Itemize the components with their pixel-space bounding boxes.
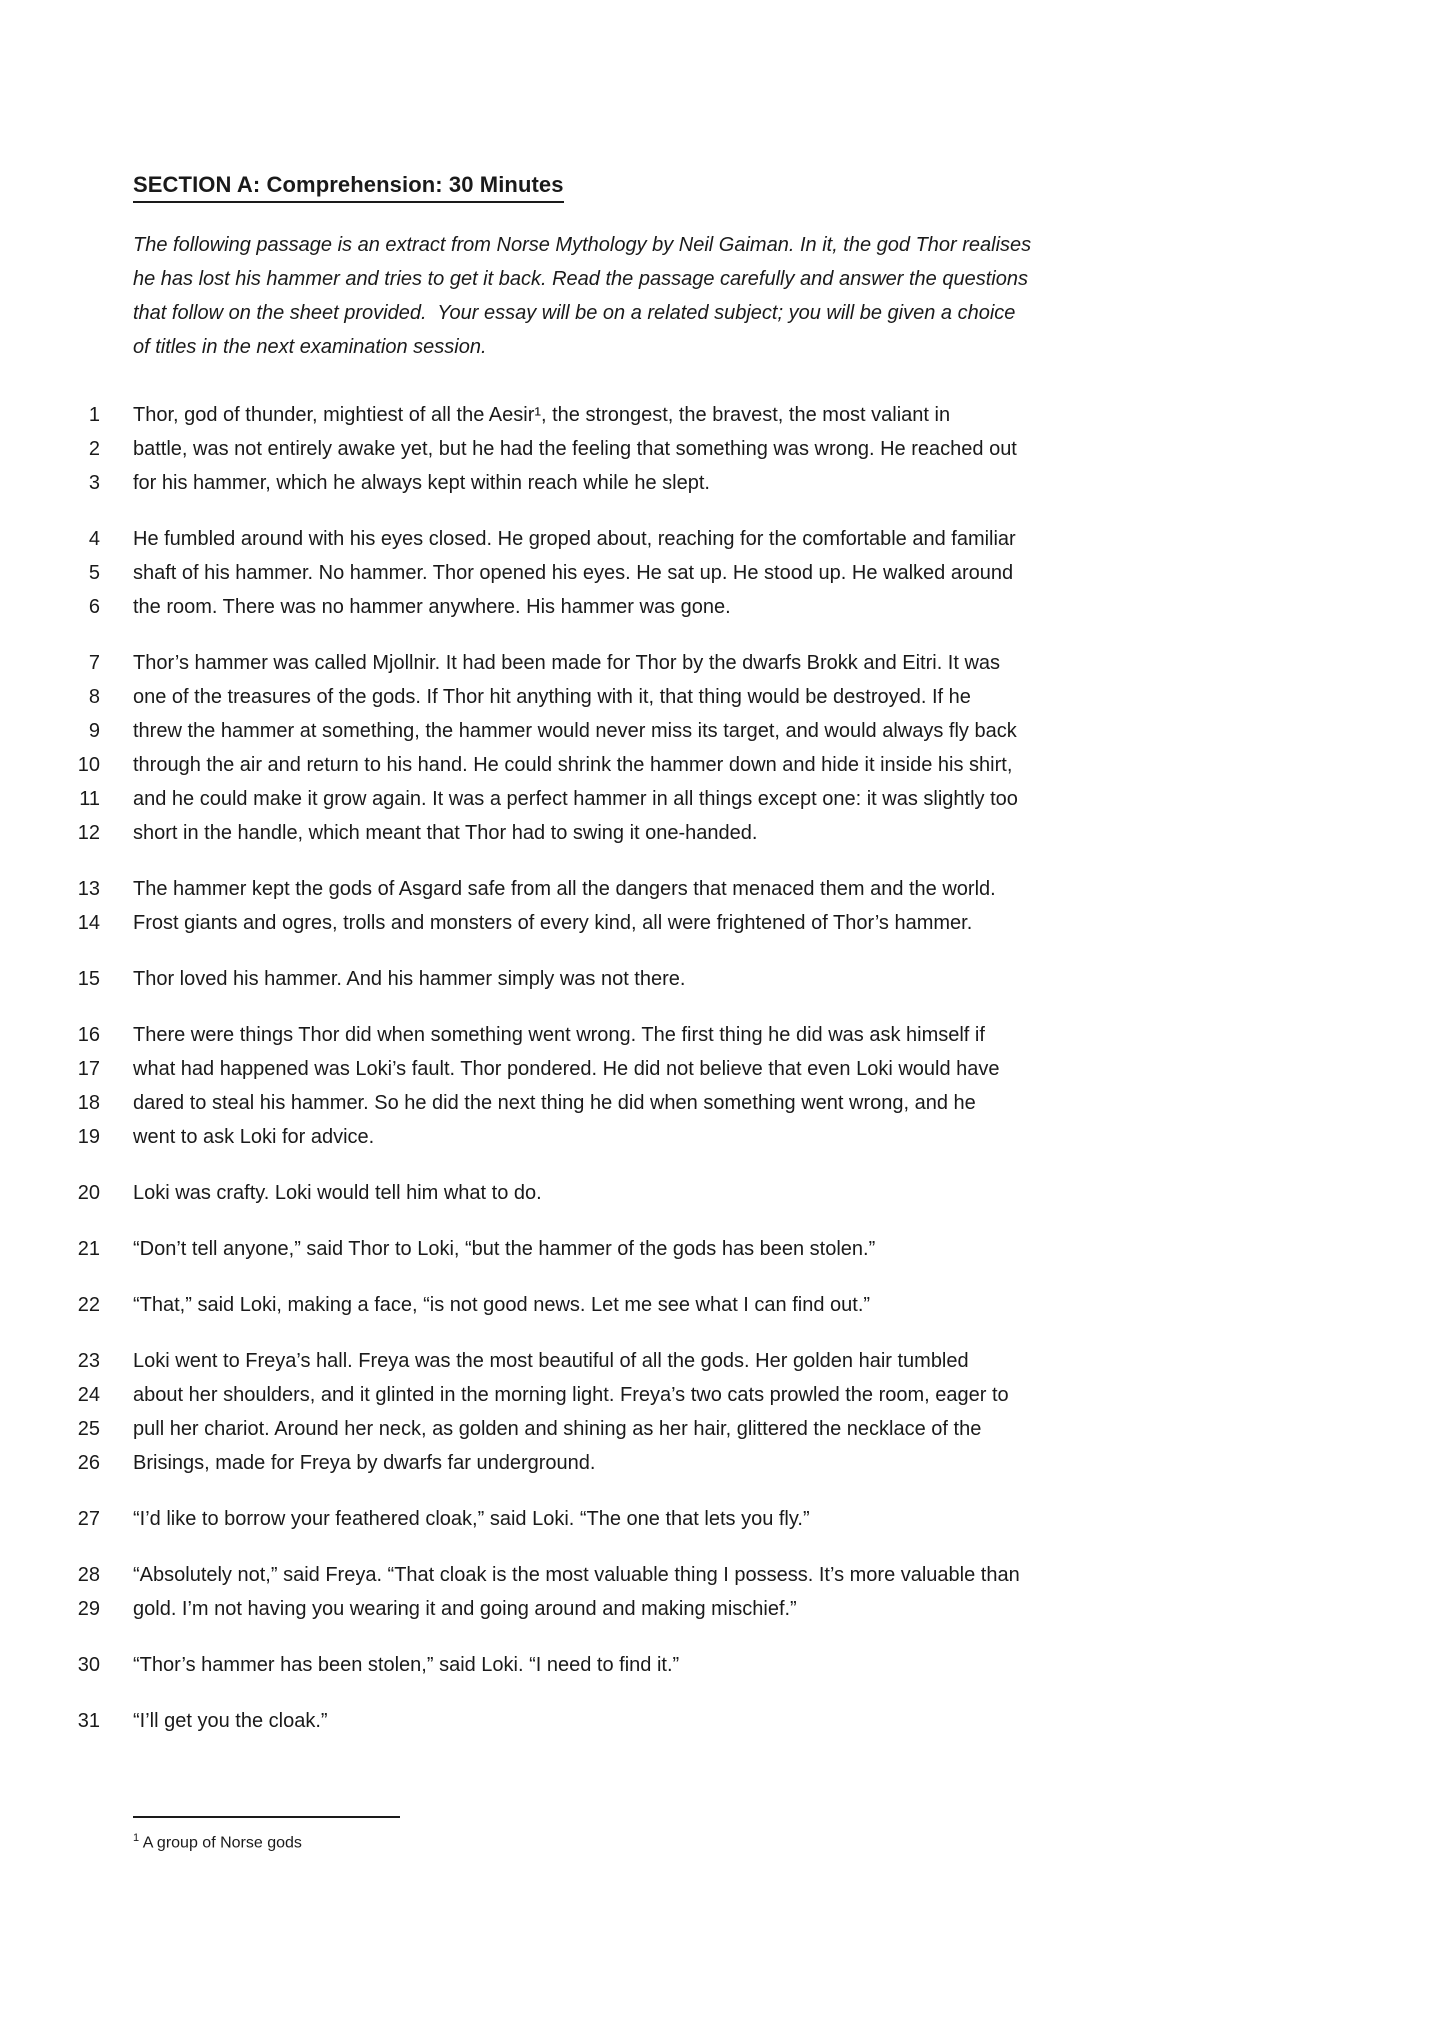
passage-line: [77, 1086, 1385, 1120]
passage-line: [77, 1018, 1385, 1052]
line-text: shaft of his hammer. No hammer. Thor opened his eyes. He sat up. He stood up. He walked around: [133, 562, 1014, 584]
passage-line: [88, 680, 1385, 714]
line-number: 15: [77, 968, 100, 990]
passage-paragraph: [77, 1344, 1385, 1480]
intro-line: he has lost his hammer and tries to get it back. Read the passage carefully and answer the questions: [133, 268, 1028, 290]
passage-line: [77, 906, 1385, 940]
passage-line: [77, 1052, 1385, 1086]
passage-line: [77, 1502, 1385, 1536]
passage-line: [79, 782, 1385, 816]
line-number: 5: [88, 562, 100, 584]
line-text: gold. I’m not having you wearing it and going around and making mischief.”: [133, 1598, 797, 1620]
line-text: the room. There was no hammer anywhere. His hammer was gone.: [133, 596, 731, 618]
line-number: 13: [77, 878, 100, 900]
line-text: “That,” said Loki, making a face, “is not good news. Let me see what I can find out.”: [133, 1294, 871, 1316]
passage-line: [88, 590, 1385, 624]
line-text: short in the handle, which meant that Thor had to swing it one-handed.: [133, 822, 758, 844]
line-text: Brisings, made for Freya by dwarfs far underground.: [133, 1452, 596, 1474]
passage-line: [88, 398, 1385, 432]
line-number: 24: [77, 1384, 100, 1406]
line-text: what had happened was Loki’s fault. Thor pondered. He did not believe that even Loki would have: [133, 1058, 1000, 1080]
passage-line: [88, 432, 1385, 466]
line-text: “Absolutely not,” said Freya. “That cloak is the most valuable thing I possess. It’s more valuable than: [133, 1564, 1020, 1586]
line-text: and he could make it grow again. It was a perfect hammer in all things except one: it was slightly too: [133, 788, 1018, 810]
line-text: one of the treasures of the gods. If Thor hit anything with it, that thing would be destroyed. If he: [133, 686, 971, 708]
passage-line: [77, 1558, 1385, 1592]
passage-paragraph: [77, 1176, 1385, 1210]
line-text: battle, was not entirely awake yet, but he had the feeling that something was wrong. He reached out: [133, 438, 1017, 460]
passage-paragraph: [77, 1232, 1385, 1266]
line-number: 4: [88, 528, 100, 550]
line-text: The hammer kept the gods of Asgard safe from all the dangers that menaced them and the world.: [133, 878, 996, 900]
line-number: 10: [77, 754, 100, 776]
passage-line: [77, 1344, 1385, 1378]
intro-line: of titles in the next examination session.: [133, 336, 487, 358]
line-text: There were things Thor did when something went wrong. The first thing he did was ask himself if: [133, 1024, 985, 1046]
footnote-text: A group of Norse gods: [142, 1834, 302, 1852]
line-number: 18: [77, 1092, 100, 1114]
line-number: 25: [77, 1418, 100, 1440]
line-text: dared to steal his hammer. So he did the next thing he did when something went wrong, and he: [133, 1092, 976, 1114]
intro-line: that follow on the sheet provided. Your essay will be on a related subject; you will be given a choice: [133, 302, 1016, 324]
footnote: [133, 1826, 1385, 1855]
line-number: 11: [79, 788, 100, 810]
footnote-separator: [133, 1816, 400, 1818]
passage-line: [88, 714, 1385, 748]
line-text: “Thor’s hammer has been stolen,” said Loki. “I need to find it.”: [133, 1654, 680, 1676]
line-text: “I’ll get you the cloak.”: [133, 1710, 328, 1732]
line-number: 31: [77, 1710, 100, 1732]
passage-line: [88, 556, 1385, 590]
passage-paragraph: [77, 872, 1385, 940]
line-text: through the air and return to his hand. He could shrink the hammer down and hide it inside his shirt,: [133, 754, 1013, 776]
intro-line: The following passage is an extract from Norse Mythology by Neil Gaiman. In it, the god Thor realises: [133, 234, 1032, 256]
line-number: 9: [88, 720, 100, 742]
line-number: 30: [77, 1654, 100, 1676]
line-text: Thor’s hammer was called Mjollnir. It had been made for Thor by the dwarfs Brokk and Eitri. It was: [133, 652, 1001, 674]
line-number: 27: [77, 1508, 100, 1530]
line-text: threw the hammer at something, the hammer would never miss its target, and would always fly back: [133, 720, 1017, 742]
line-number: 3: [88, 472, 100, 494]
line-text: Loki was crafty. Loki would tell him what to do.: [133, 1182, 542, 1204]
passage-line: [77, 1446, 1385, 1480]
passage-paragraph: [77, 1288, 1385, 1322]
line-number: 22: [77, 1294, 100, 1316]
line-number: 26: [77, 1452, 100, 1474]
passage-paragraph: [77, 1502, 1385, 1536]
passage-line: [88, 522, 1385, 556]
line-number: 14: [77, 912, 100, 934]
passage-line: [77, 1378, 1385, 1412]
passage-paragraph: [77, 1018, 1385, 1154]
footnote-marker: 1: [133, 1832, 140, 1844]
passage-line: [77, 748, 1385, 782]
passage-line: [77, 1288, 1385, 1322]
passage-line: [77, 1592, 1385, 1626]
line-number: 28: [77, 1564, 100, 1586]
line-number: 6: [88, 596, 100, 618]
line-number: 16: [77, 1024, 100, 1046]
line-text: “I’d like to borrow your feathered cloak,” said Loki. “The one that lets you fly.”: [133, 1508, 810, 1530]
line-number: 8: [88, 686, 100, 708]
line-number: 7: [88, 652, 100, 674]
line-number: 21: [77, 1238, 100, 1260]
passage-paragraph: [88, 522, 1385, 624]
line-number: 29: [77, 1598, 100, 1620]
passage-line: [77, 1704, 1385, 1738]
passage-paragraph: [88, 398, 1385, 500]
passage-line: [77, 1232, 1385, 1266]
passage-paragraph: [77, 962, 1385, 996]
section-title: SECTION A: Comprehension: 30 Minutes: [133, 172, 564, 203]
passage-line: [77, 816, 1385, 850]
passage-paragraph: [77, 1558, 1385, 1626]
line-text: went to ask Loki for advice.: [133, 1126, 375, 1148]
line-text: Thor loved his hammer. And his hammer simply was not there.: [133, 968, 686, 990]
line-number: 12: [77, 822, 100, 844]
line-text: pull her chariot. Around her neck, as golden and shining as her hair, glittered the necklace of the: [133, 1418, 982, 1440]
passage: [77, 398, 1385, 1738]
line-number: 19: [77, 1126, 100, 1148]
line-number: 1: [88, 404, 100, 426]
line-text: Thor, god of thunder, mightiest of all the Aesir¹, the strongest, the bravest, the most valiant in: [133, 404, 951, 426]
passage-paragraph: [77, 1648, 1385, 1682]
passage-line: [77, 872, 1385, 906]
line-text: He fumbled around with his eyes closed. He groped about, reaching for the comfortable and familiar: [133, 528, 1016, 550]
passage-line: [77, 1648, 1385, 1682]
line-text: about her shoulders, and it glinted in the morning light. Freya’s two cats prowled the room, eager to: [133, 1384, 1009, 1406]
passage-line: [77, 1176, 1385, 1210]
passage-paragraph: [77, 646, 1385, 850]
line-text: for his hammer, which he always kept within reach while he slept.: [133, 472, 710, 494]
line-number: 2: [88, 438, 100, 460]
line-number: 17: [77, 1058, 100, 1080]
intro-paragraph: [133, 228, 1385, 364]
passage-line: [77, 1120, 1385, 1154]
passage-line: [88, 646, 1385, 680]
passage-line: [88, 466, 1385, 500]
line-text: Frost giants and ogres, trolls and monsters of every kind, all were frightened of Thor’s hammer.: [133, 912, 973, 934]
passage-line: [77, 1412, 1385, 1446]
passage-line: [77, 962, 1385, 996]
line-text: “Don’t tell anyone,” said Thor to Loki, “but the hammer of the gods has been stolen.”: [133, 1238, 876, 1260]
line-number: 20: [77, 1182, 100, 1204]
line-number: 23: [77, 1350, 100, 1372]
line-text: Loki went to Freya’s hall. Freya was the most beautiful of all the gods. Her golden hair tumbled: [133, 1350, 969, 1372]
passage-paragraph: [77, 1704, 1385, 1738]
